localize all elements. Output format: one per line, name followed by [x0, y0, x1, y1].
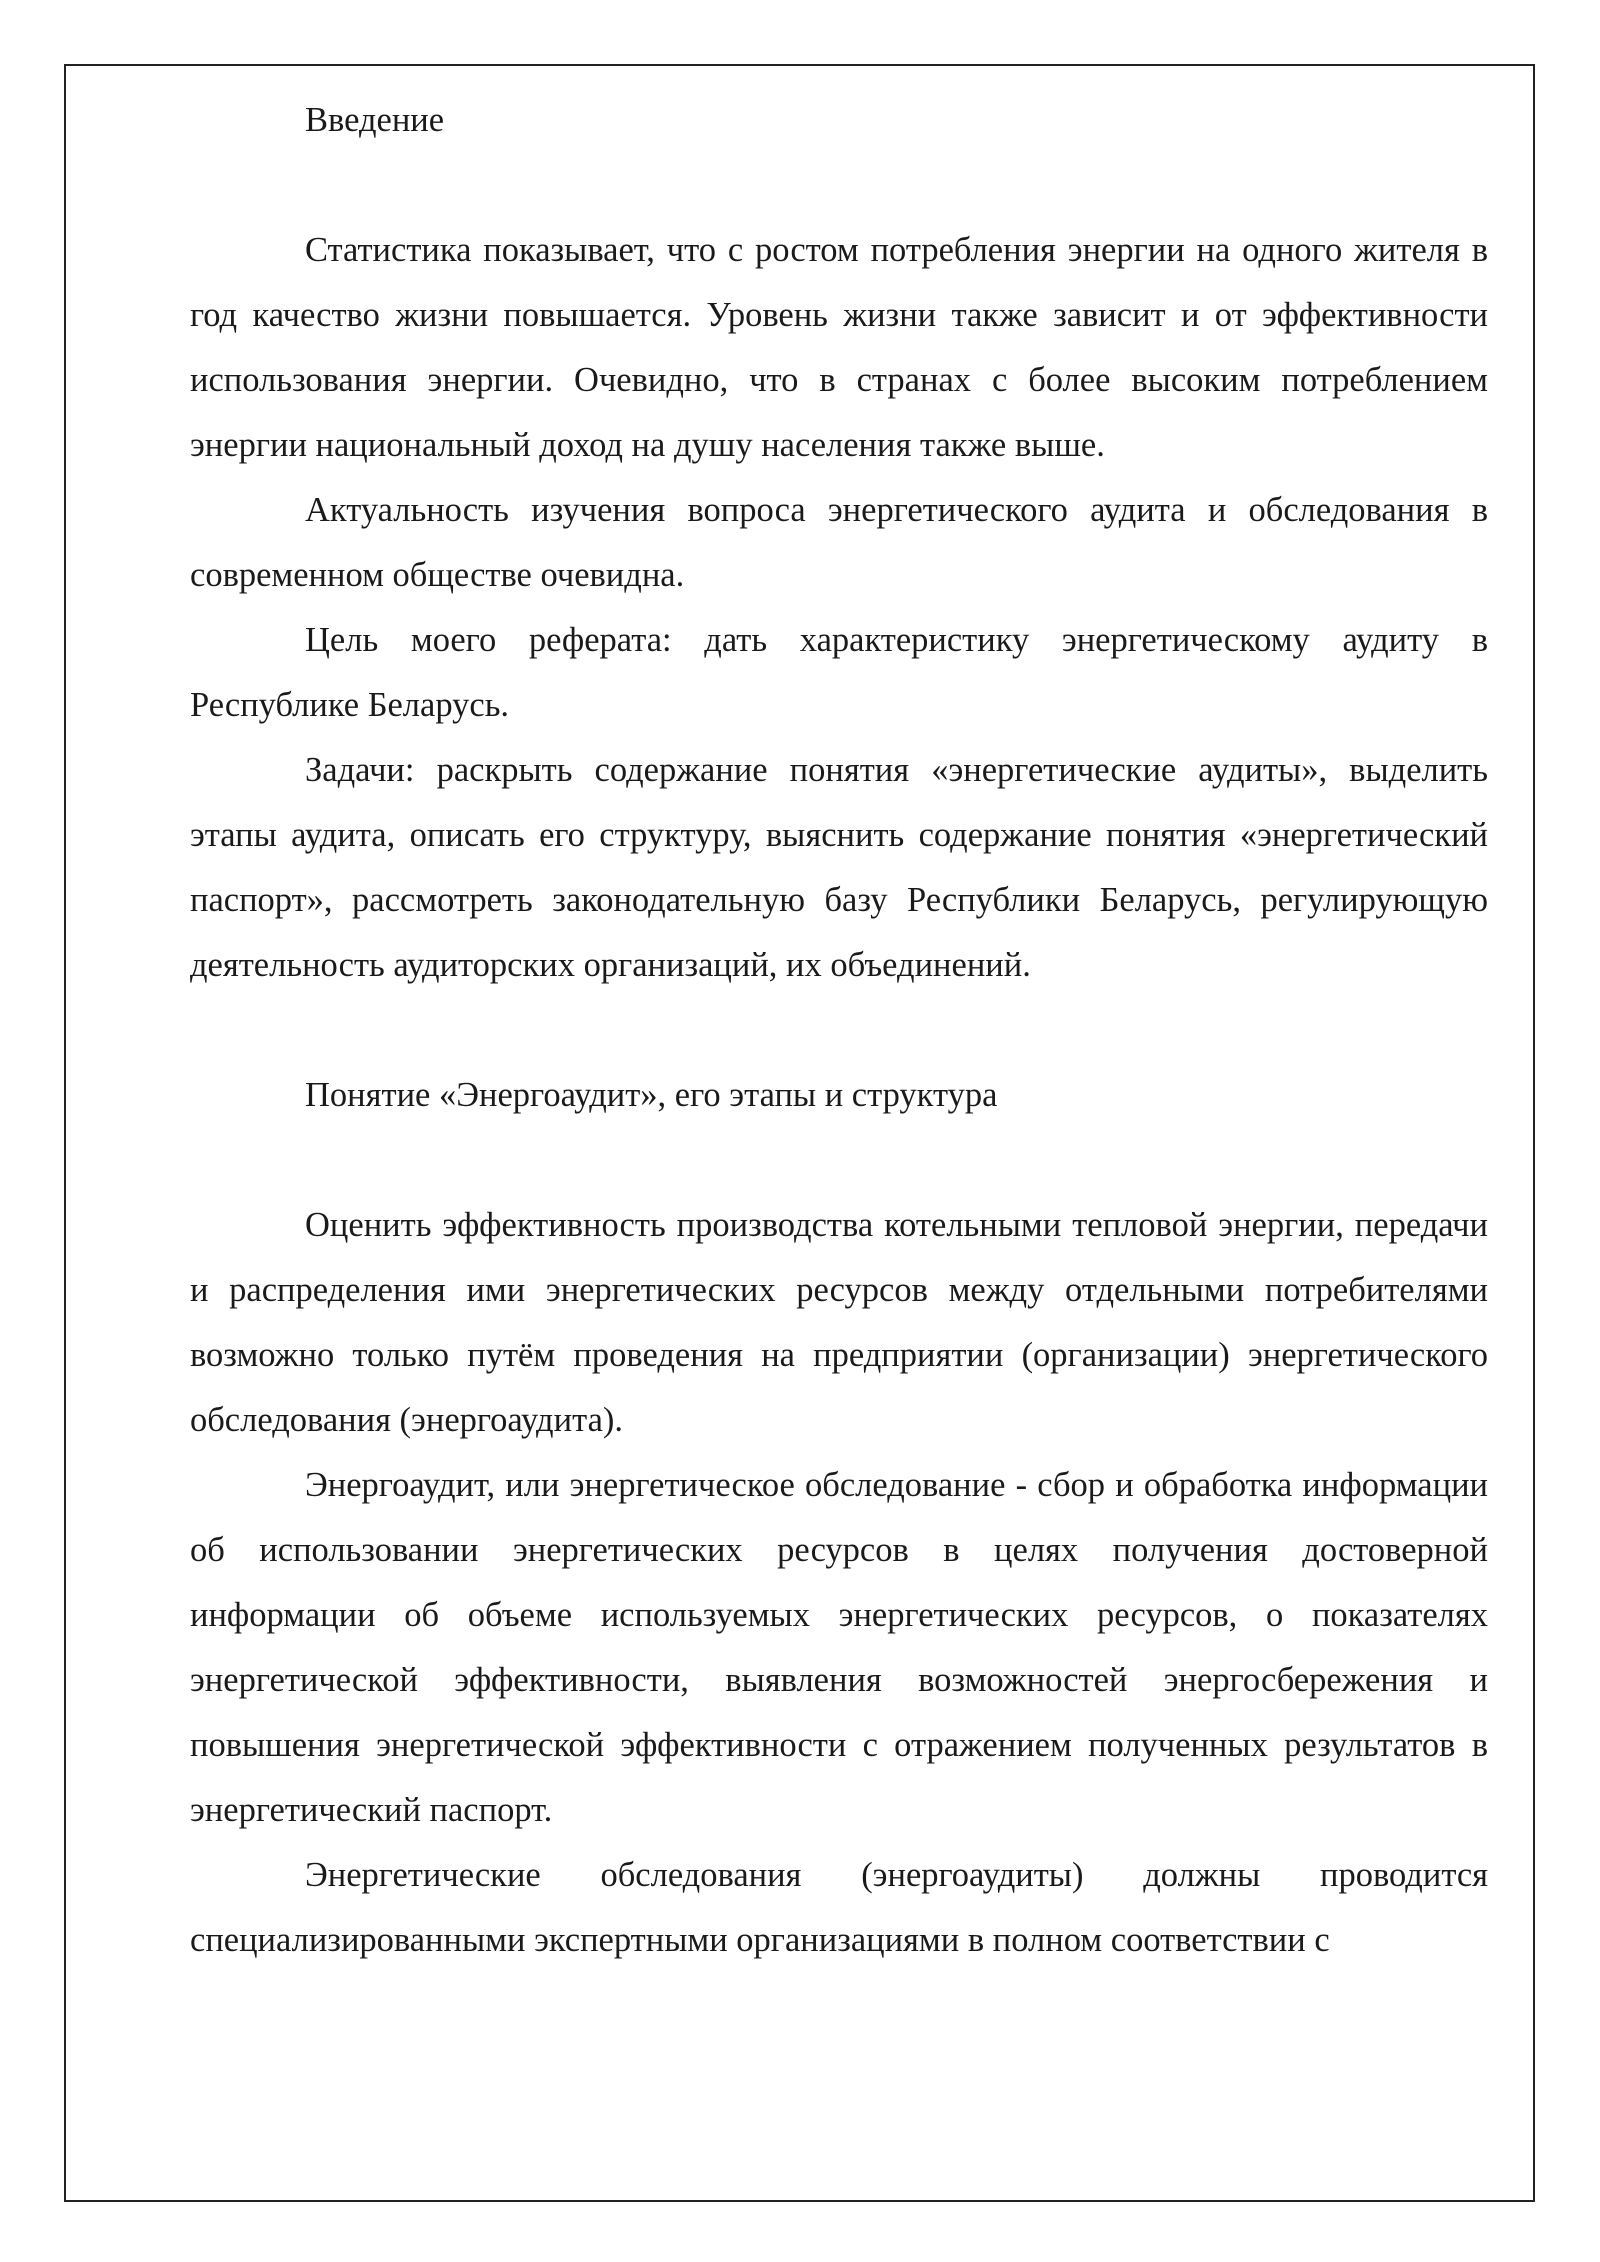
- paragraph: Актуальность изучения вопроса энергетического аудита и обследования в современном обществе очевидна.: [190, 491, 1488, 594]
- blank-line: [190, 1128, 1488, 1193]
- paragraph: Оценить эффективность производства котельными тепловой энергии, передачи и распределения ими энергетических ресурсов между отдельными потребителями возможно только путём проведения на предприятии (организации) энергетического обследования (энергоаудита).: [190, 1206, 1488, 1439]
- document-body: [190, 88, 1488, 1973]
- section-heading-energy-audit: Понятие «Энергоаудит», его этапы и структура: [305, 1076, 998, 1114]
- paragraph: Цель моего реферата: дать характеристику энергетическому аудиту в Республике Беларусь.: [190, 621, 1488, 724]
- paragraph: Энергетические обследования (энергоаудиты) должны проводится специализированными экспертными организациями в полном соответствии с: [190, 1856, 1488, 1959]
- paragraph: Энергоаудит, или энергетическое обследование - сбор и обработка информации об использовании энергетических ресурсов в целях получения достоверной информации об объеме используемых энергетических ресурсов, о показателях энергетической эффективности, выявления возможностей энергосбережения и повышения энергетической эффективности с отражением полученных результатов в энергетический паспорт.: [190, 1466, 1488, 1829]
- blank-line: [190, 153, 1488, 218]
- section-heading-introduction: Введение: [305, 101, 445, 139]
- blank-line: [190, 998, 1488, 1063]
- paragraph: Статистика показывает, что с ростом потребления энергии на одного жителя в год качество жизни повышается. Уровень жизни также зависит и от эффективности использования энергии. Очевидно, что в странах с более высоким потреблением энергии национальный доход на душу населения также выше.: [190, 231, 1488, 464]
- paragraph: Задачи: раскрыть содержание понятия «энергетические аудиты», выделить этапы аудита, описать его структуру, выяснить содержание понятия «энергетический паспорт», рассмотреть законодательную базу Республики Беларусь, регулирующую деятельность аудиторских организаций, их объединений.: [190, 751, 1488, 984]
